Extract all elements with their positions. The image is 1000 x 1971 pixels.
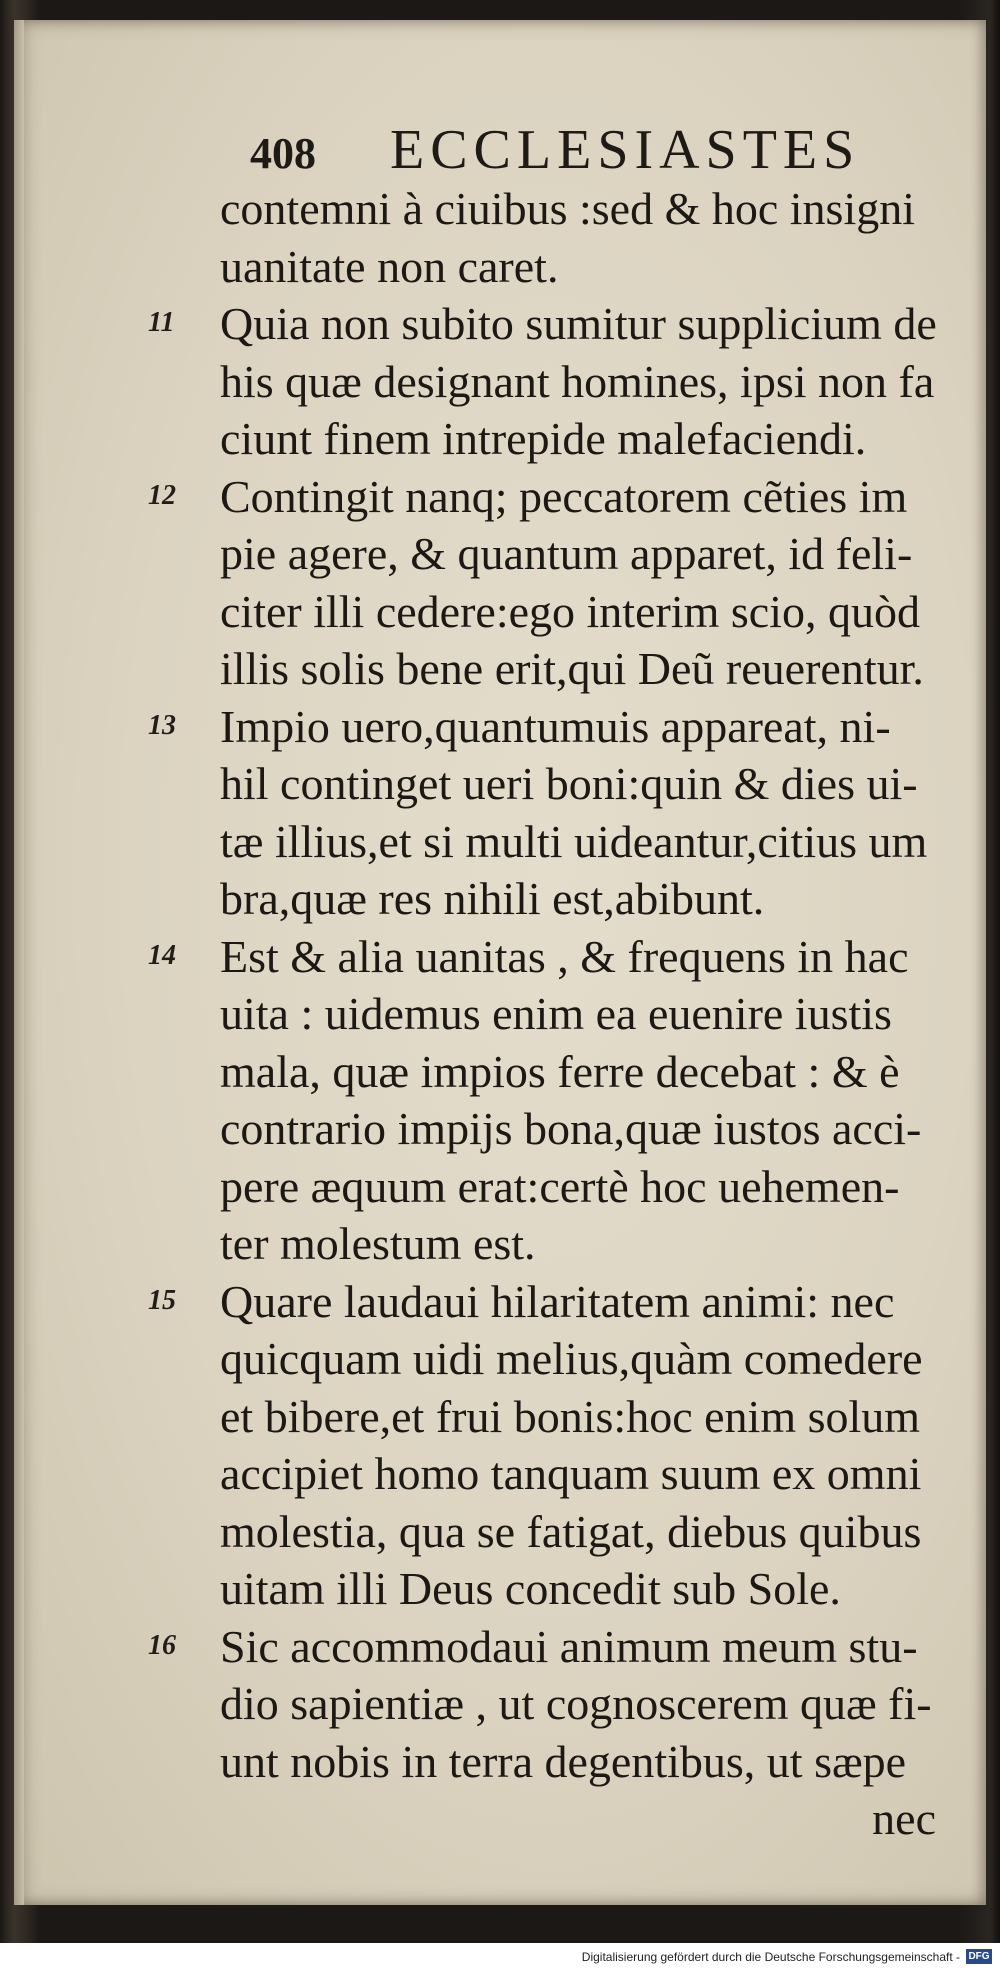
text-line: his quæ designant homines, ipsi non fa — [220, 355, 935, 407]
text-line: illis solis bene erit,qui Deũ reuerentur. — [220, 643, 924, 694]
text-line: ciunt finem intrepide malefaciendi. — [220, 413, 867, 464]
verse-paragraph — [140, 1618, 940, 1791]
text-line: pere æquum erat:certè hoc uehemen- — [220, 1160, 900, 1212]
verse-number: 11 — [148, 307, 175, 338]
text-line: Contingit nanq; peccatorem cẽties im — [220, 470, 908, 522]
catchword: nec — [872, 1793, 936, 1844]
text-line: Sic accommodaui animum meum stu- — [220, 1620, 918, 1672]
verse-number: 13 — [148, 709, 176, 741]
text-line: quicquam uidi melius,quàm comedere — [220, 1333, 923, 1384]
verse-number: 12 — [148, 479, 176, 511]
page-header — [240, 118, 860, 188]
text-line: hil continget ueri boni:quin & dies ui- — [220, 758, 918, 809]
text-line: pie agere, & quantum apparet, id feli- — [220, 528, 913, 579]
text-line: Quare laudaui hilaritatem animi: nec — [220, 1275, 895, 1327]
verse-number: 14 — [148, 939, 176, 971]
text-line: tæ illius,et si multi uideantur,citius um — [220, 815, 928, 867]
text-line: citer illi cedere:ego interim scio, quòd — [220, 585, 920, 637]
verse-paragraph — [140, 698, 940, 928]
text-line: molestia, qua se fatigat, diebus quibus — [220, 1505, 922, 1557]
verse-paragraph — [140, 928, 940, 1273]
text-line: unt nobis in terra degentibus, ut sæpe — [220, 1735, 907, 1787]
verse-paragraph — [140, 468, 940, 698]
text-line: ter molestum est. — [220, 1218, 536, 1269]
verse-number: 15 — [148, 1284, 176, 1316]
running-title: ECCLESIASTES — [390, 119, 861, 181]
catchword-row — [140, 1790, 940, 1848]
verse-number: 16 — [148, 1629, 176, 1661]
text-block — [140, 180, 940, 1848]
verse-paragraph — [140, 180, 940, 295]
text-line: uitam illi Deus concedit sub Sole. — [220, 1563, 841, 1614]
footer-credit: Digitalisierung gefördert durch die Deutsche Forschungsgemeinschaft - — [581, 1950, 960, 1964]
text-line: mala, quæ impios ferre decebat : & è — [220, 1045, 900, 1097]
text-line: contrario impijs bona,quæ iustos acci- — [220, 1103, 922, 1154]
text-line: Impio uero,quantumuis appareat, ni- — [220, 700, 891, 752]
text-line: bra,quæ res nihili est,abibunt. — [220, 873, 765, 924]
text-line: uita : uidemus enim ea euenire iustis — [220, 988, 892, 1039]
text-line: accipiet homo tanquam suum ex omni — [220, 1448, 922, 1499]
text-line: et bibere,et frui bonis:hoc enim solum — [220, 1390, 921, 1442]
text-line: dio sapientiæ , ut cognoscerem quæ fi- — [220, 1678, 932, 1729]
dfg-logo-icon: DFG — [966, 1949, 992, 1964]
footer-bar — [0, 1943, 1000, 1971]
verse-paragraph — [140, 1273, 940, 1618]
text-line: Est & alia uanitas , & frequens in hac — [220, 930, 909, 982]
page-edge — [14, 20, 24, 1905]
text-line: contemni à ciuibus :sed & hoc insigni — [220, 183, 916, 234]
page-number: 408 — [250, 129, 316, 178]
text-line: Quia non subito sumitur supplicium de — [220, 298, 937, 349]
text-line: uanitate non caret. — [220, 240, 559, 292]
verse-paragraph — [140, 295, 940, 468]
